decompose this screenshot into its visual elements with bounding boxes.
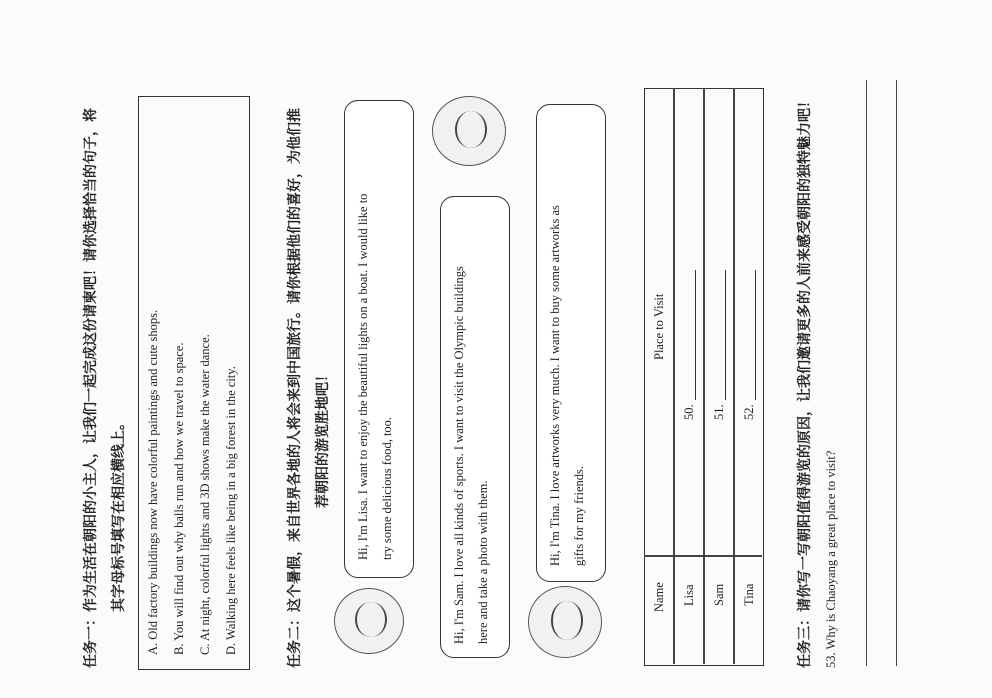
task1-heading-line1: 任务一：作为生活在朝阳的小主人，让我们一起完成这份请柬吧！请你选择恰当的句子，将 [83,108,99,668]
answer-number: 52. [742,404,756,420]
tina-speech-bubble [536,104,606,582]
lisa-text-line1: Hi, I'm Lisa. I want to enjoy the beautiful lights on a boat. I would like to [356,193,370,560]
sam-text-line2: here and take a photo with them. [476,480,490,644]
task2-heading-line1: 任务二：这个暑假，来自世界各地的人将会来到中国旅行。请你根据他们的喜好，为他们推 [287,108,303,668]
table-row-name: Tina [742,583,756,606]
table-header-place: Place to Visit [652,293,666,360]
option-d: D. Walking here feels like being in a big forest in the city. [224,366,238,655]
question-53: 53. Why is Chaoyang a great place to visit? [824,450,838,668]
task1-heading-line2: 其字母标号填写在相应横线上。 [111,416,127,612]
task2-heading-line2: 荐朝阳的游览胜地吧！ [315,368,331,508]
option-a: A. Old factory buildings now have colorful paintings and cute shops. [146,309,160,655]
answer-blank-51[interactable] [725,270,726,400]
tina-text-line1: Hi, I'm Tina. I love artworks very much. I want to buy some artworks as [548,205,562,566]
answer-blank-50[interactable] [695,270,696,400]
tina-avatar-icon [528,586,602,658]
answer-line[interactable] [896,80,897,666]
lisa-avatar-icon [334,588,404,654]
sam-avatar-icon [432,96,506,166]
table-row-name: Sam [712,583,726,606]
lisa-text-line2: try some delicious food, too. [380,416,394,560]
answer-number: 51. [712,404,726,420]
table-header-name: Name [652,582,666,612]
sam-text-line1: Hi, I'm Sam. I love all kinds of sports. I want to visit the Olympic buildings [452,266,466,644]
lisa-speech-bubble [344,100,414,578]
task3-heading: 任务三：请你写一写朝阳值得游览的原因，让我们邀请更多的人前来感受朝阳的独特魅力吧！ [797,94,813,668]
answer-blank-52[interactable] [755,270,756,400]
option-b: B. You will find out why balls run and how we travel to space. [172,342,186,655]
answer-number: 50. [682,404,696,420]
answer-line[interactable] [866,80,867,666]
tina-text-line2: gifts for my friends. [572,466,586,566]
table-row-name: Lisa [682,584,696,606]
option-c: C. At night, colorful lights and 3D shows make the water dance. [198,334,212,655]
sam-speech-bubble [440,196,510,658]
